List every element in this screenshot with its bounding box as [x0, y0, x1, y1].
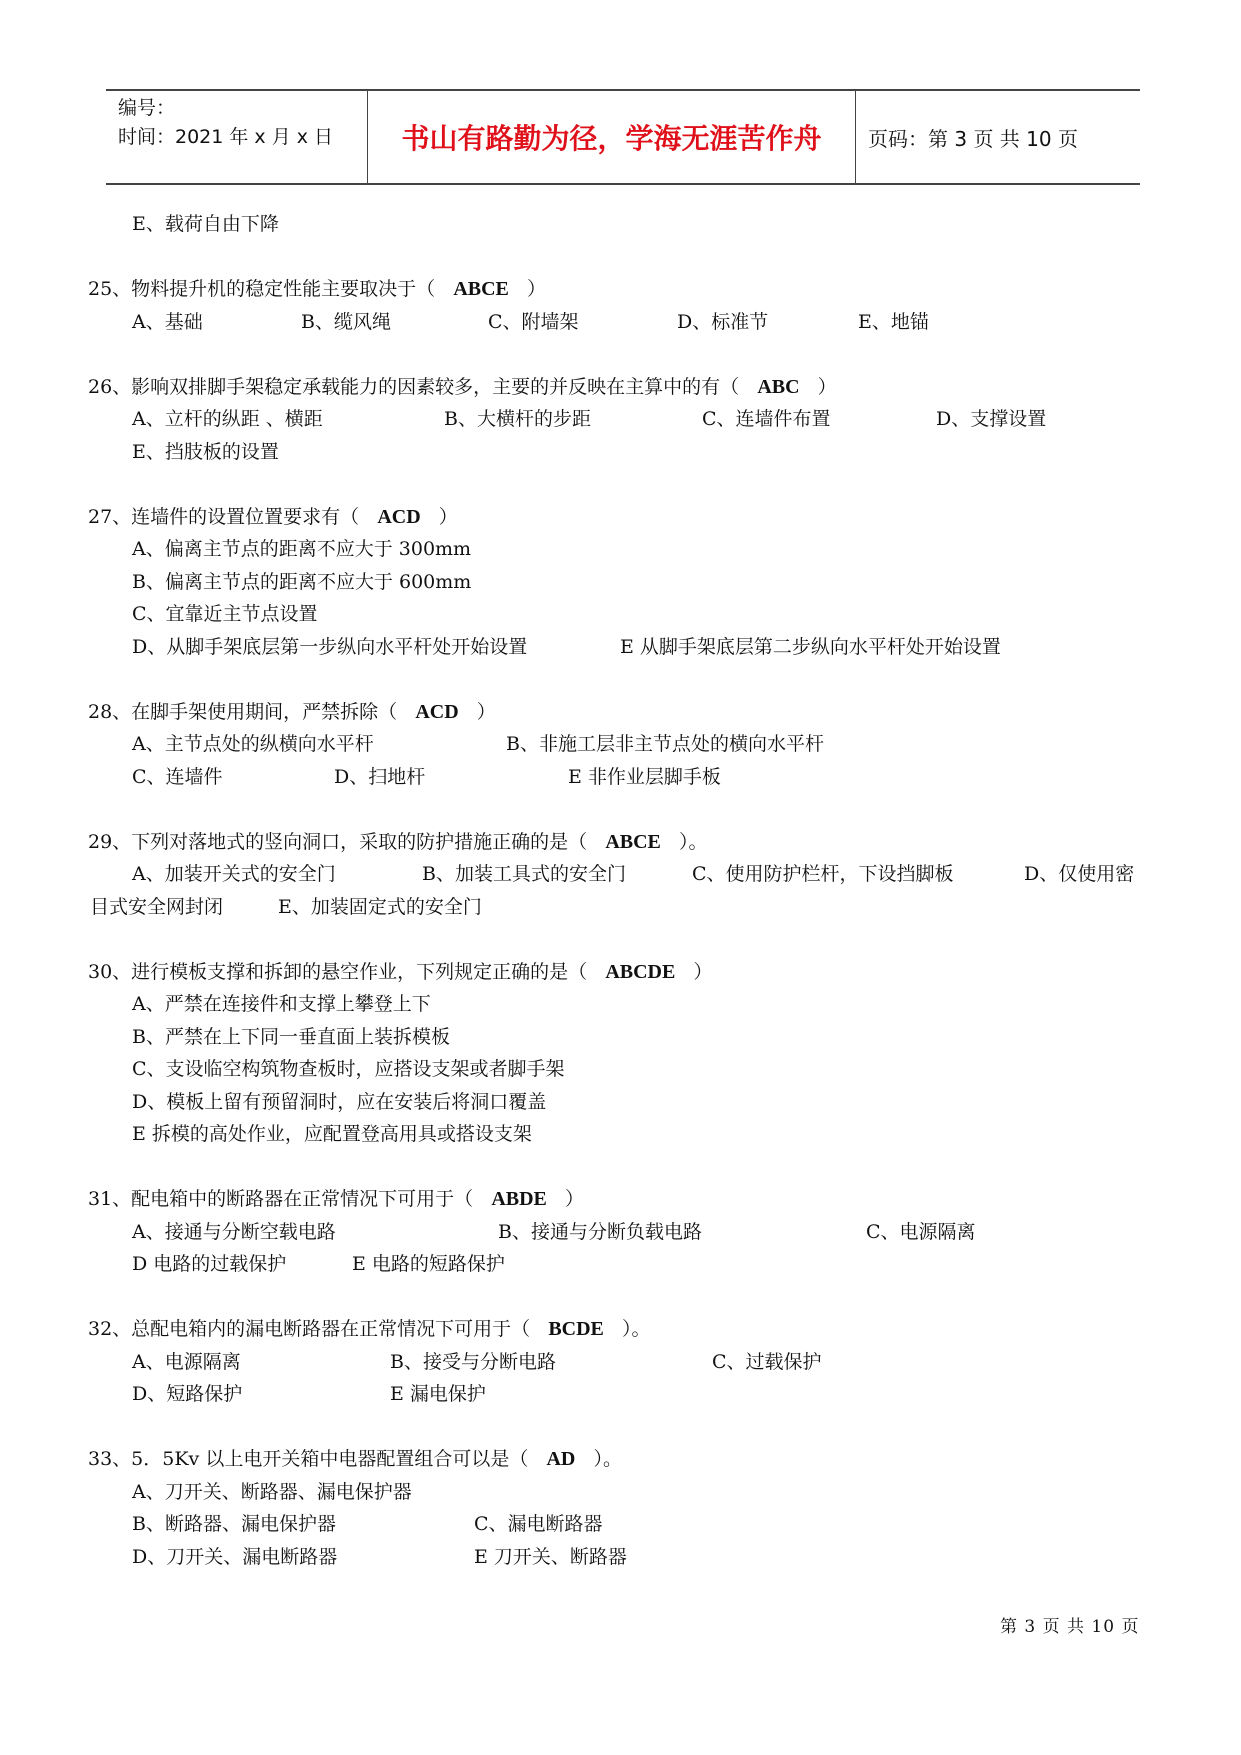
option: A、电源隔离 [132, 1350, 241, 1373]
option: E 刀开关、断路器 [474, 1545, 627, 1568]
option: C、过载保护 [712, 1350, 822, 1373]
option: B、接通与分断负载电路 [498, 1220, 702, 1243]
option: B、大横杆的步距 [444, 408, 591, 430]
option: B、加装工具式的安全门 [422, 863, 626, 885]
option: D、刀开关、漏电断路器 [132, 1545, 338, 1568]
option: D、模板上留有预留洞时，应在安装后将洞口覆盖 [132, 1090, 547, 1113]
header-motto: 书山有路勤为径，学海无涯苦作舟 [368, 91, 856, 183]
option: E、地锚 [858, 310, 929, 333]
answer-key: ABDE [491, 1188, 547, 1210]
option: A、严禁在连接件和支撑上攀登上下 [132, 993, 431, 1015]
option: A、刀开关、断路器、漏电保护器 [132, 1480, 412, 1503]
option: B、严禁在上下同一垂直面上装拆模板 [132, 1025, 450, 1048]
option-row [88, 761, 1158, 794]
option-row [88, 1248, 1158, 1281]
option: B、接受与分断电路 [390, 1350, 556, 1373]
answer-key: ACD [377, 505, 421, 528]
option: C、连墙件布置 [702, 408, 831, 430]
option: E、加装固定式的安全门 [278, 895, 482, 918]
option: C、使用防护栏杆，下设挡脚板 [692, 863, 954, 885]
answer-key: ABCE [605, 830, 661, 853]
option-row [88, 1346, 1158, 1379]
option: D、仅使用密 [1024, 863, 1135, 885]
header-meta [106, 91, 368, 183]
answer-key: ABC [757, 375, 800, 398]
option: E、挡肢板的设置 [132, 440, 279, 463]
option-row [88, 306, 1158, 339]
question-list [88, 208, 1158, 1573]
option: D、扫地杆 [334, 765, 426, 788]
carry-over-option: E、载荷自由下降 [132, 213, 279, 235]
option: 目式安全网封闭 [90, 895, 224, 918]
page-header [106, 89, 1140, 185]
option: B、缆风绳 [301, 310, 391, 333]
option-row [88, 728, 1158, 761]
answer-key: ABCDE [605, 960, 676, 983]
option: C、连墙件 [132, 765, 223, 788]
option-row [88, 403, 1158, 436]
option: E 漏电保护 [390, 1383, 486, 1405]
answer-key: ACD [415, 700, 459, 723]
option: D、支撑设置 [936, 408, 1047, 430]
question-stem: 25、物料提升机的稳定性能主要取决于（ ABCE ） [88, 278, 547, 300]
question-stem: 32、总配电箱内的漏电断路器在正常情况下可用于（ BCDE ）。 [88, 1318, 651, 1340]
answer-key: AD [546, 1448, 576, 1470]
answer-key: BCDE [548, 1318, 604, 1340]
option: E 非作业层脚手板 [568, 765, 721, 788]
option-row [88, 1508, 1158, 1541]
option: A、加装开关式的安全门 [132, 863, 336, 885]
question-stem: 27、连墙件的设置位置要求有（ ACD ） [88, 505, 458, 528]
question-stem: 30、进行模板支撑和拆卸的悬空作业，下列规定正确的是（ ABCDE ） [88, 960, 713, 983]
option: E 电路的短路保护 [352, 1253, 505, 1275]
option: B、偏离主节点的距离不应大于 600mm [132, 570, 472, 593]
option: B、非施工层非主节点处的横向水平杆 [506, 733, 824, 755]
option-row [88, 631, 1158, 664]
option: D、短路保护 [132, 1383, 243, 1405]
document-number-label: 编号： [118, 97, 176, 119]
option: E 拆模的高处作业，应配置登高用具或搭设支架 [132, 1123, 532, 1145]
question-stem: 29、下列对落地式的竖向洞口，采取的防护措施正确的是（ ABCE ）。 [88, 830, 708, 853]
option: A、偏离主节点的距离不应大于 300mm [132, 538, 472, 560]
option: A、立杆的纵距 、横距 [132, 408, 323, 430]
option: C、漏电断路器 [474, 1513, 603, 1535]
option: D 电路的过载保护 [132, 1253, 287, 1275]
option: D、从脚手架底层第一步纵向水平杆处开始设置 [132, 635, 528, 658]
option: C、支设临空构筑物查板时，应搭设支架或者脚手架 [132, 1058, 565, 1080]
option-row [88, 891, 1158, 924]
page-footer: 第 3 页 共 10 页 [1000, 1617, 1140, 1637]
option: D、标准节 [677, 310, 769, 333]
option: C、电源隔离 [866, 1220, 976, 1243]
option: E 从脚手架底层第二步纵向水平杆处开始设置 [620, 635, 1001, 658]
answer-key: ABCE [453, 278, 509, 300]
option: C、附墙架 [488, 310, 579, 333]
document-time-label: 时间：2021 年 x 月 x 日 [118, 126, 334, 148]
option: A、主节点处的纵横向水平杆 [132, 733, 374, 755]
question-stem: 31、配电箱中的断路器在正常情况下可用于（ ABDE ） [88, 1188, 585, 1210]
question-stem: 28、在脚手架使用期间，严禁拆除（ ACD ） [88, 700, 496, 723]
option: A、接通与分断空载电路 [132, 1220, 336, 1243]
option: A、基础 [132, 310, 203, 333]
question-stem: 33、5．5Kv 以上电开关箱中电器配置组合可以是（ AD ）。 [88, 1448, 622, 1470]
question-stem: 26、影响双排脚手架稳定承载能力的因素较多，主要的并反映在主算中的有（ ABC ） [88, 375, 837, 398]
option: B、断路器、漏电保护器 [132, 1513, 336, 1535]
header-page-label: 页码：第 3 页 共 10 页 [868, 126, 1078, 151]
option-row [88, 1541, 1158, 1574]
option: C、宜靠近主节点设置 [132, 603, 318, 625]
option-row [88, 858, 1158, 891]
option-row [88, 1378, 1158, 1411]
option-row [88, 1216, 1158, 1249]
